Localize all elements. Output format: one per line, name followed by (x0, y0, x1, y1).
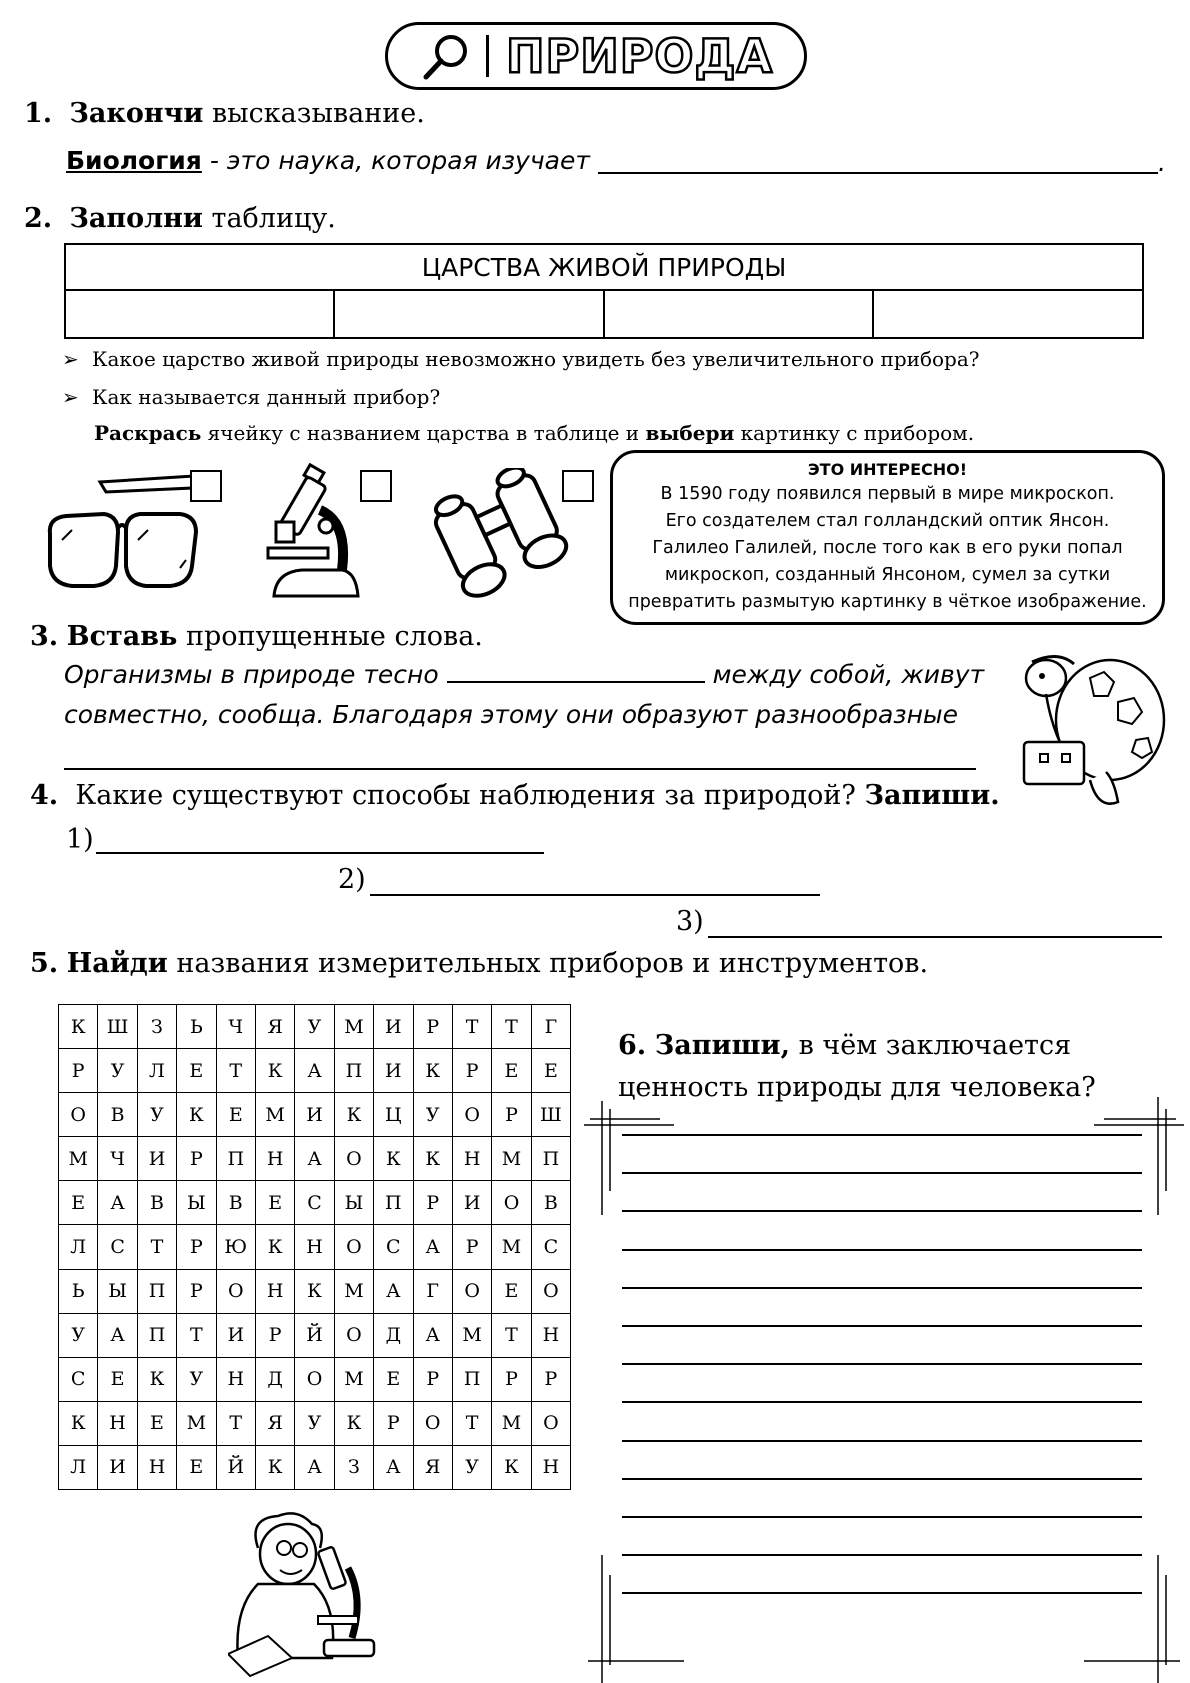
q6-answer-line[interactable] (622, 1210, 1142, 1212)
grid-letter-cell[interactable]: У (295, 1005, 334, 1049)
grid-row (59, 1005, 571, 1049)
grid-letter-cell[interactable]: Е (177, 1445, 216, 1489)
grid-letter-cell[interactable]: Р (374, 1401, 413, 1445)
q3-heading: 3. Вставь пропущенные слова. (30, 621, 483, 652)
grid-row (59, 1049, 571, 1093)
grid-letter-cell[interactable]: Р (59, 1049, 98, 1093)
grid-letter-cell[interactable]: Н (531, 1313, 570, 1357)
grid-letter-cell[interactable]: М (334, 1269, 373, 1313)
q1-end: . (1158, 148, 1166, 177)
grid-letter-cell[interactable]: У (137, 1093, 176, 1137)
title-banner (385, 22, 807, 90)
binoculars-icon[interactable] (432, 468, 572, 600)
fact-line-3: Галилео Галилей, после того как в его руки попал (652, 538, 1123, 558)
grid-letter-cell[interactable]: В (216, 1181, 255, 1225)
grid-letter-cell[interactable]: Г (531, 1005, 570, 1049)
grid-letter-cell[interactable]: А (295, 1445, 334, 1489)
grid-letter-cell[interactable]: К (255, 1225, 294, 1269)
q6-answer-line[interactable] (622, 1440, 1142, 1442)
grid-letter-cell[interactable]: П (452, 1357, 491, 1401)
grid-letter-cell[interactable]: Е (492, 1269, 531, 1313)
grid-letter-cell[interactable]: О (295, 1357, 334, 1401)
grid-letter-cell[interactable]: К (374, 1137, 413, 1181)
grid-letter-cell[interactable]: К (255, 1445, 294, 1489)
grid-letter-cell[interactable]: М (177, 1401, 216, 1445)
grid-row (59, 1225, 571, 1269)
grid-letter-cell[interactable]: Ы (98, 1269, 137, 1313)
q2-instruction: Раскрась ячейку с названием царства в таблице и выбери картинку с прибором. (94, 421, 975, 445)
grid-row (59, 1401, 571, 1445)
grid-letter-cell[interactable]: Н (216, 1357, 255, 1401)
fact-title: ЭТО ИНТЕРЕСНО! (807, 460, 968, 479)
grid-row (59, 1313, 571, 1357)
grid-letter-cell[interactable]: Е (492, 1049, 531, 1093)
q4-item-3-label: 3) (676, 906, 704, 937)
q6-answer-frame (584, 1095, 1184, 1683)
q6-answer-line[interactable] (622, 1478, 1142, 1480)
q3-line-1: Организмы в природе тесно между собой, живут (64, 660, 985, 689)
kingdom-cell-4[interactable] (873, 290, 1143, 338)
grid-row (59, 1137, 571, 1181)
grid-letter-cell[interactable]: Ы (177, 1181, 216, 1225)
grid-letter-cell[interactable]: Р (255, 1313, 294, 1357)
grid-letter-cell[interactable]: Р (531, 1357, 570, 1401)
grid-letter-cell[interactable]: А (98, 1181, 137, 1225)
grid-letter-cell[interactable]: Р (413, 1357, 452, 1401)
grid-letter-cell[interactable]: И (137, 1137, 176, 1181)
grid-letter-cell[interactable]: П (334, 1049, 373, 1093)
q6-answer-line[interactable] (622, 1134, 1142, 1136)
grid-letter-cell[interactable]: Т (216, 1049, 255, 1093)
grid-letter-cell[interactable]: У (177, 1357, 216, 1401)
grid-letter-cell[interactable]: Ь (177, 1005, 216, 1049)
grid-row (59, 1181, 571, 1225)
grid-letter-cell[interactable]: И (374, 1005, 413, 1049)
grid-row (59, 1269, 571, 1313)
grid-letter-cell[interactable]: Р (492, 1093, 531, 1137)
magnifier-icon (418, 31, 474, 83)
grid-letter-cell[interactable]: О (216, 1269, 255, 1313)
q4-answer-2[interactable] (370, 894, 820, 896)
grid-letter-cell[interactable]: Ю (216, 1225, 255, 1269)
q6-answer-line[interactable] (622, 1363, 1142, 1365)
grid-letter-cell[interactable]: Е (216, 1093, 255, 1137)
q4-item-2-label: 2) (338, 864, 366, 895)
glasses-icon[interactable] (42, 470, 202, 600)
grid-letter-cell[interactable]: Н (295, 1225, 334, 1269)
grid-letter-cell[interactable]: К (492, 1445, 531, 1489)
grid-letter-cell[interactable]: А (374, 1445, 413, 1489)
grid-letter-cell[interactable]: К (334, 1401, 373, 1445)
kingdom-cell-3[interactable] (604, 290, 873, 338)
grid-letter-cell[interactable]: Т (492, 1313, 531, 1357)
grid-letter-cell[interactable]: Ц (374, 1093, 413, 1137)
kingdoms-table (64, 243, 1144, 339)
kingdom-cell-2[interactable] (334, 290, 603, 338)
grid-letter-cell[interactable]: Й (216, 1445, 255, 1489)
grid-letter-cell[interactable]: Ч (216, 1005, 255, 1049)
grid-letter-cell[interactable]: Т (216, 1401, 255, 1445)
grid-letter-cell[interactable]: М (334, 1005, 373, 1049)
grid-letter-cell[interactable]: Е (255, 1181, 294, 1225)
q3-line-2: совместно, сообща. Благодаря этому они образуют разнообразные (64, 700, 959, 729)
grid-letter-cell[interactable]: Й (295, 1313, 334, 1357)
fact-line-1: В 1590 году появился первый в мире микроскоп. (660, 484, 1115, 504)
grid-letter-cell[interactable]: О (531, 1401, 570, 1445)
grid-letter-cell[interactable]: П (137, 1313, 176, 1357)
grid-letter-cell[interactable]: С (531, 1225, 570, 1269)
grid-letter-cell[interactable]: Р (452, 1225, 491, 1269)
grid-row (59, 1093, 571, 1137)
page-title: ПРИРОДА (506, 29, 774, 83)
q6-heading: 6. Запиши, в чём заключается ценность природы для человека? (618, 1030, 1096, 1103)
grid-letter-cell[interactable]: П (374, 1181, 413, 1225)
grid-letter-cell[interactable]: Н (98, 1401, 137, 1445)
grid-letter-cell[interactable]: О (452, 1269, 491, 1313)
grid-letter-cell[interactable]: П (531, 1137, 570, 1181)
grid-letter-cell[interactable]: Н (255, 1269, 294, 1313)
microscope-checkbox[interactable] (360, 470, 392, 502)
grid-letter-cell[interactable]: Т (492, 1005, 531, 1049)
grid-letter-cell[interactable]: А (413, 1313, 452, 1357)
grid-letter-cell[interactable]: У (413, 1093, 452, 1137)
grid-letter-cell[interactable]: И (374, 1049, 413, 1093)
grid-letter-cell[interactable]: К (255, 1049, 294, 1093)
q6-answer-line[interactable] (622, 1592, 1142, 1594)
grid-letter-cell[interactable]: Р (177, 1137, 216, 1181)
fact-line-4: микроскоп, созданный Янсоном, сумел за сутки (664, 565, 1111, 585)
grid-letter-cell[interactable]: О (531, 1269, 570, 1313)
grid-letter-cell[interactable]: М (492, 1225, 531, 1269)
q1-term: Биология (66, 146, 202, 175)
grid-letter-cell[interactable]: А (374, 1269, 413, 1313)
grid-letter-cell[interactable]: Р (413, 1181, 452, 1225)
grid-letter-cell[interactable]: Р (177, 1225, 216, 1269)
grid-letter-cell[interactable]: С (98, 1225, 137, 1269)
grid-letter-cell[interactable]: Ы (334, 1181, 373, 1225)
grid-letter-cell[interactable]: Т (177, 1313, 216, 1357)
q4-item-1-label: 1) (66, 824, 94, 855)
grid-letter-cell[interactable]: Ш (98, 1005, 137, 1049)
grid-letter-cell[interactable]: Д (374, 1313, 413, 1357)
grid-letter-cell[interactable]: О (452, 1093, 491, 1137)
grid-letter-cell[interactable]: Ь (59, 1269, 98, 1313)
q1-statement: Биология - это наука, которая изучает (66, 146, 590, 175)
grid-letter-cell[interactable]: У (295, 1401, 334, 1445)
q3-blank-2[interactable] (64, 768, 976, 770)
q6-answer-line[interactable] (622, 1287, 1142, 1289)
grid-letter-cell[interactable]: З (334, 1445, 373, 1489)
grid-letter-cell[interactable]: О (334, 1313, 373, 1357)
q3-blank-1[interactable] (447, 663, 705, 683)
binoculars-checkbox[interactable] (562, 470, 594, 502)
fact-box (610, 450, 1165, 625)
grid-letter-cell[interactable]: А (98, 1313, 137, 1357)
q6-answer-line[interactable] (622, 1401, 1142, 1403)
q6-answer-line[interactable] (622, 1554, 1142, 1556)
fact-line-5: превратить размытую картинку в чёткое изображение. (628, 592, 1147, 612)
grid-letter-cell[interactable]: К (59, 1005, 98, 1049)
grid-letter-cell[interactable]: Н (137, 1445, 176, 1489)
kingdom-cell-1[interactable] (65, 290, 334, 338)
grid-letter-cell[interactable]: Г (413, 1269, 452, 1313)
grid-letter-cell[interactable]: У (98, 1049, 137, 1093)
grid-letter-cell[interactable]: Ч (98, 1137, 137, 1181)
grid-letter-cell[interactable]: Т (452, 1401, 491, 1445)
q6-answer-line[interactable] (622, 1325, 1142, 1327)
grid-letter-cell[interactable]: В (137, 1181, 176, 1225)
grid-letter-cell[interactable]: М (59, 1137, 98, 1181)
q1-bold: Закончи (69, 98, 204, 129)
microscope-icon[interactable] (262, 460, 362, 600)
grid-letter-cell[interactable]: П (216, 1137, 255, 1181)
grid-letter-cell[interactable]: М (492, 1401, 531, 1445)
grid-letter-cell[interactable]: Н (255, 1137, 294, 1181)
q4-answer-3[interactable] (708, 936, 1162, 938)
grid-letter-cell[interactable]: М (334, 1357, 373, 1401)
grid-letter-cell[interactable]: Е (98, 1357, 137, 1401)
grid-letter-cell[interactable]: Т (452, 1005, 491, 1049)
grid-letter-cell[interactable]: С (374, 1225, 413, 1269)
grid-letter-cell[interactable]: К (413, 1137, 452, 1181)
grid-letter-cell[interactable]: К (177, 1093, 216, 1137)
grid-letter-cell[interactable]: Е (374, 1357, 413, 1401)
grid-row (59, 1357, 571, 1401)
grid-letter-cell[interactable]: Е (59, 1181, 98, 1225)
grid-letter-cell[interactable]: И (216, 1313, 255, 1357)
grid-letter-cell[interactable]: О (492, 1181, 531, 1225)
grid-letter-cell[interactable]: С (59, 1357, 98, 1401)
grid-letter-cell[interactable]: Л (59, 1225, 98, 1269)
grid-letter-cell[interactable]: А (295, 1049, 334, 1093)
grid-letter-cell[interactable]: У (59, 1313, 98, 1357)
grid-letter-cell[interactable]: М (492, 1137, 531, 1181)
grid-letter-cell[interactable]: Н (531, 1445, 570, 1489)
grid-letter-cell[interactable]: Р (177, 1269, 216, 1313)
grid-letter-cell[interactable]: О (59, 1093, 98, 1137)
grid-letter-cell[interactable]: И (98, 1445, 137, 1489)
grid-letter-cell[interactable]: З (137, 1005, 176, 1049)
grid-letter-cell[interactable]: Е (531, 1049, 570, 1093)
grid-letter-cell[interactable]: О (413, 1401, 452, 1445)
grid-letter-cell[interactable]: О (334, 1225, 373, 1269)
q4-heading: 4. Какие существуют способы наблюдения за природой? Запиши. (30, 780, 1000, 811)
grid-letter-cell[interactable]: Е (177, 1049, 216, 1093)
grid-letter-cell[interactable]: Р (452, 1049, 491, 1093)
grid-letter-cell[interactable]: У (452, 1445, 491, 1489)
grid-letter-cell[interactable]: Р (492, 1357, 531, 1401)
grid-letter-cell[interactable]: П (137, 1269, 176, 1313)
grid-letter-cell[interactable]: Н (452, 1137, 491, 1181)
grid-letter-cell[interactable]: А (413, 1225, 452, 1269)
grid-letter-cell[interactable]: Я (255, 1005, 294, 1049)
grid-letter-cell[interactable]: Л (59, 1445, 98, 1489)
grid-letter-cell[interactable]: К (137, 1357, 176, 1401)
grid-letter-cell[interactable]: В (531, 1181, 570, 1225)
q6-answer-line[interactable] (622, 1172, 1142, 1174)
q6-answer-line[interactable] (622, 1249, 1142, 1251)
q1-answer-line[interactable] (598, 172, 1158, 174)
grid-letter-cell[interactable]: И (295, 1093, 334, 1137)
grid-letter-cell[interactable]: В (98, 1093, 137, 1137)
grid-letter-cell[interactable]: Я (255, 1401, 294, 1445)
grid-letter-cell[interactable]: К (295, 1269, 334, 1313)
q6-answer-line[interactable] (622, 1516, 1142, 1518)
q4-answer-1[interactable] (96, 852, 544, 854)
grid-letter-cell[interactable]: С (295, 1181, 334, 1225)
kingdoms-table-header: ЦАРСТВА ЖИВОЙ ПРИРОДЫ (65, 244, 1143, 290)
grid-letter-cell[interactable]: Р (413, 1005, 452, 1049)
q5-heading: 5. Найди названия измерительных приборов и инструментов. (30, 948, 929, 979)
grid-letter-cell[interactable]: Е (137, 1401, 176, 1445)
grid-letter-cell[interactable]: Т (137, 1225, 176, 1269)
q2-bullet-2: ➢ Как называется данный прибор? (62, 385, 441, 409)
grid-letter-cell[interactable]: М (452, 1313, 491, 1357)
grid-letter-cell[interactable]: А (295, 1137, 334, 1181)
grid-row (59, 1445, 571, 1489)
word-search-grid (58, 1004, 571, 1490)
fact-line-2: Его создателем стал голландский оптик Янсон. (665, 511, 1110, 531)
grid-letter-cell[interactable]: М (255, 1093, 294, 1137)
grid-letter-cell[interactable]: О (334, 1137, 373, 1181)
turtle-illustration-icon (1018, 650, 1168, 820)
scientist-illustration-icon (228, 1508, 378, 1680)
title-divider (486, 35, 489, 77)
grid-letter-cell[interactable]: К (334, 1093, 373, 1137)
grid-letter-cell[interactable]: Л (137, 1049, 176, 1093)
grid-letter-cell[interactable]: И (452, 1181, 491, 1225)
grid-letter-cell[interactable]: К (413, 1049, 452, 1093)
grid-letter-cell[interactable]: Д (255, 1357, 294, 1401)
arrow-bullet-icon: ➢ (62, 347, 79, 371)
q2-bullet-1: ➢ Какое царство живой природы невозможно увидеть без увеличительного прибора? (62, 347, 980, 371)
q1-heading: 1. Закончи высказывание. (24, 98, 425, 129)
arrow-bullet-icon: ➢ (62, 385, 79, 409)
q2-heading: 2. Заполни таблицу. (24, 203, 336, 234)
grid-letter-cell[interactable]: К (59, 1401, 98, 1445)
glasses-checkbox[interactable] (190, 470, 222, 502)
grid-letter-cell[interactable]: Ш (531, 1093, 570, 1137)
grid-letter-cell[interactable]: Я (413, 1445, 452, 1489)
